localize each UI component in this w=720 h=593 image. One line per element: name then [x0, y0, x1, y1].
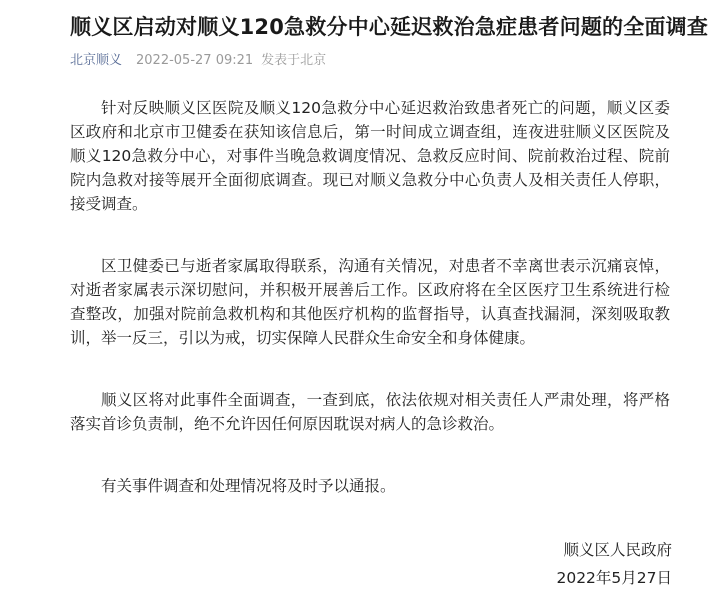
article-title: 顺义区启动对顺义120急救分中心延迟救治急症患者问题的全面调查	[70, 15, 709, 39]
article-meta	[70, 52, 326, 70]
account-name-link[interactable]: 北京顺义	[70, 53, 123, 68]
paragraph-3: 顺义区将对此事件全面调查，一查到底，依法依规对相关责任人严肃处理，将严格落实首诊负责制，绝不允许因任何原因耽误对病人的急诊救治。	[70, 391, 670, 433]
publish-date: 2022-05-27 09:21	[136, 53, 254, 68]
article-body	[70, 96, 670, 536]
paragraph-2: 区卫健委已与逝者家属取得联系，沟通有关情况，对患者不幸离世表示沉痛哀悼，对逝者家属表示深切慰问，并积极开展善后工作。区政府将在全区医疗卫生系统进行检查整改，加强对院前急救机构和其他医疗机构的监督指导，认真查找漏洞，深刻吸取教训，举一反三，引以为戒，切实保障人民群众生命安全和身体健康。	[70, 257, 670, 347]
paragraph-4: 有关事件调查和处理情况将及时予以通报。	[101, 477, 396, 495]
signature-organization: 顺义区人民政府	[563, 541, 672, 559]
signature-date: 2022年5月27日	[556, 569, 672, 587]
paragraph-1: 针对反映顺义区医院及顺义120急救分中心延迟救治致患者死亡的问题，顺义区委区政府和北京市卫健委在获知该信息后，第一时间成立调查组，连夜进驻顺义区医院及顺义120急救分中心，对事件当晚急救调度情况、急救反应时间、院前救治过程、院前院内急救对接等展开全面彻底调查。现已对顺义急救分中心负责人及相关责任人停职，接受调查。	[70, 99, 670, 213]
publish-location: 发表于北京	[261, 53, 327, 68]
